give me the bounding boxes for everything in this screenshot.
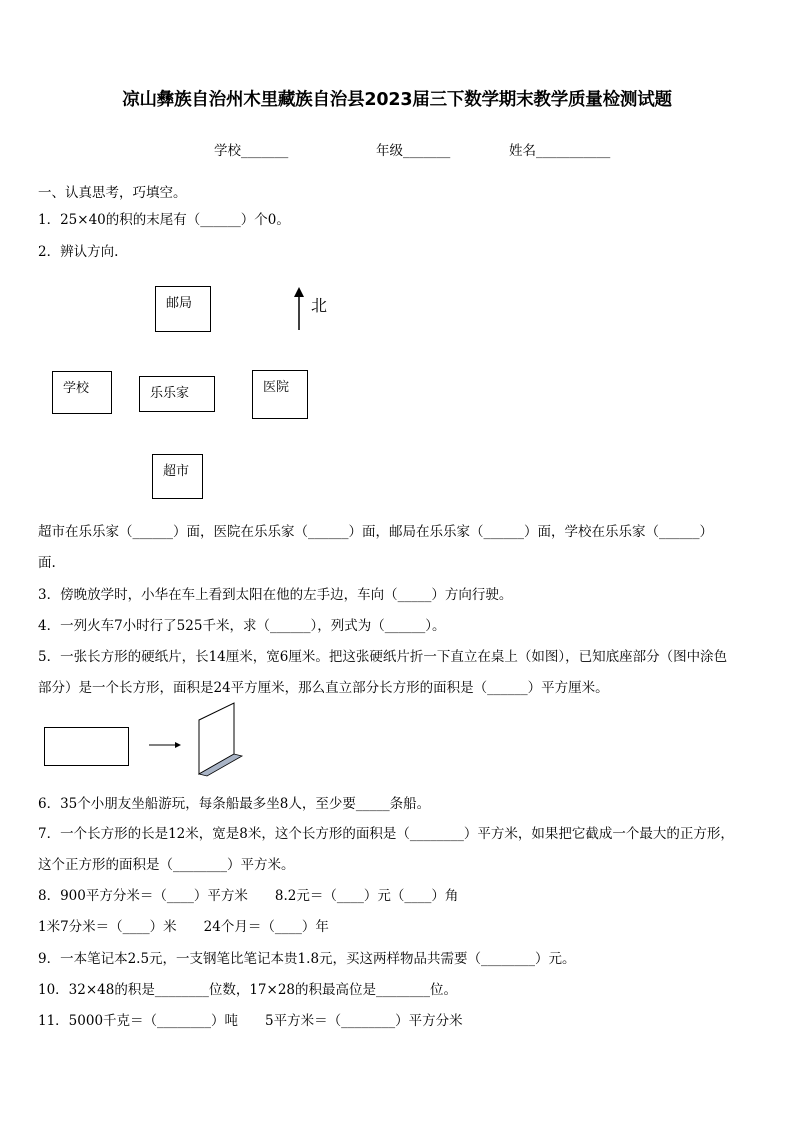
school-box bbox=[52, 371, 112, 414]
section-heading: 一、认真思考，巧填空。 bbox=[38, 185, 187, 201]
question-5-line-2: 部分）是一个长方形，面积是24平方厘米，那么直立部分长方形的面积是（______）平方厘米。 bbox=[38, 680, 609, 696]
lele-home-box bbox=[139, 376, 215, 412]
page-title: 凉山彝族自治州木里藏族自治县2023届三下数学期末教学质量检测试题 bbox=[122, 90, 672, 110]
school-label: 学校 bbox=[63, 381, 90, 396]
question-2-answer-line-2: 面. bbox=[38, 555, 56, 571]
question-2: 2．辨认方向. bbox=[38, 244, 119, 260]
post-office-label: 邮局 bbox=[166, 296, 193, 311]
name-field: 姓名___________ bbox=[509, 143, 611, 159]
post-office-box bbox=[155, 286, 211, 332]
question-9: 9．一本笔记本2.5元，一支钢笔比笔记本贵1.8元，买这两样物品共需要（________）元。 bbox=[38, 951, 576, 967]
supermarket-box bbox=[152, 454, 203, 499]
question-10: 10．32×48的积是________位数，17×28的积最高位是________位。 bbox=[38, 982, 458, 998]
question-3: 3．傍晚放学时，小华在车上看到太阳在他的左手边，车向（_____）方向行驶。 bbox=[38, 587, 513, 603]
question-4: 4．一列火车7小时行了525千米，求（______），列式为（______）。 bbox=[38, 618, 446, 634]
right-arrow-icon bbox=[148, 738, 182, 752]
question-6: 6．35个小朋友坐船游玩，每条船最多坐8人，至少要_____条船。 bbox=[38, 796, 431, 812]
grade-field: 年级_______ bbox=[376, 143, 451, 159]
school-field: 学校_______ bbox=[214, 143, 289, 159]
lele-home-label: 乐乐家 bbox=[150, 386, 190, 401]
north-label: 北 bbox=[311, 296, 328, 315]
question-11: 11．5000千克＝（________）吨 5平方米＝（________）平方分米 bbox=[38, 1013, 463, 1029]
north-arrow-icon bbox=[290, 286, 310, 332]
supermarket-label: 超市 bbox=[163, 464, 190, 479]
question-7-line-1: 7．一个长方形的长是12米，宽是8米，这个长方形的面积是（________）平方米，如果把它截成一个最大的正方形， bbox=[38, 826, 734, 842]
question-7-line-2: 这个正方形的面积是（________）平方米。 bbox=[38, 857, 295, 873]
hospital-label: 医院 bbox=[263, 380, 290, 395]
question-2-answer-line-1: 超市在乐乐家（______）面，医院在乐乐家（______）面，邮局在乐乐家（______）面，学校在乐乐家（______） bbox=[38, 524, 713, 540]
question-8-line-2: 1米7分米＝（____）米 24个月＝（____）年 bbox=[38, 919, 329, 935]
question-1: 1．25×40的积的末尾有（______）个0。 bbox=[38, 212, 290, 228]
question-5-line-1: 5．一张长方形的硬纸片，长14厘米，宽6厘米。把这张硬纸片折一下直立在桌上（如图），已知底座部分（图中涂色 bbox=[38, 649, 728, 665]
flat-card-rectangle bbox=[44, 727, 129, 766]
folded-card-figure bbox=[194, 700, 244, 778]
question-8-line-1: 8．900平方分米＝（____）平方米 8.2元＝（____）元（____）角 bbox=[38, 888, 459, 904]
hospital-box bbox=[252, 370, 308, 419]
